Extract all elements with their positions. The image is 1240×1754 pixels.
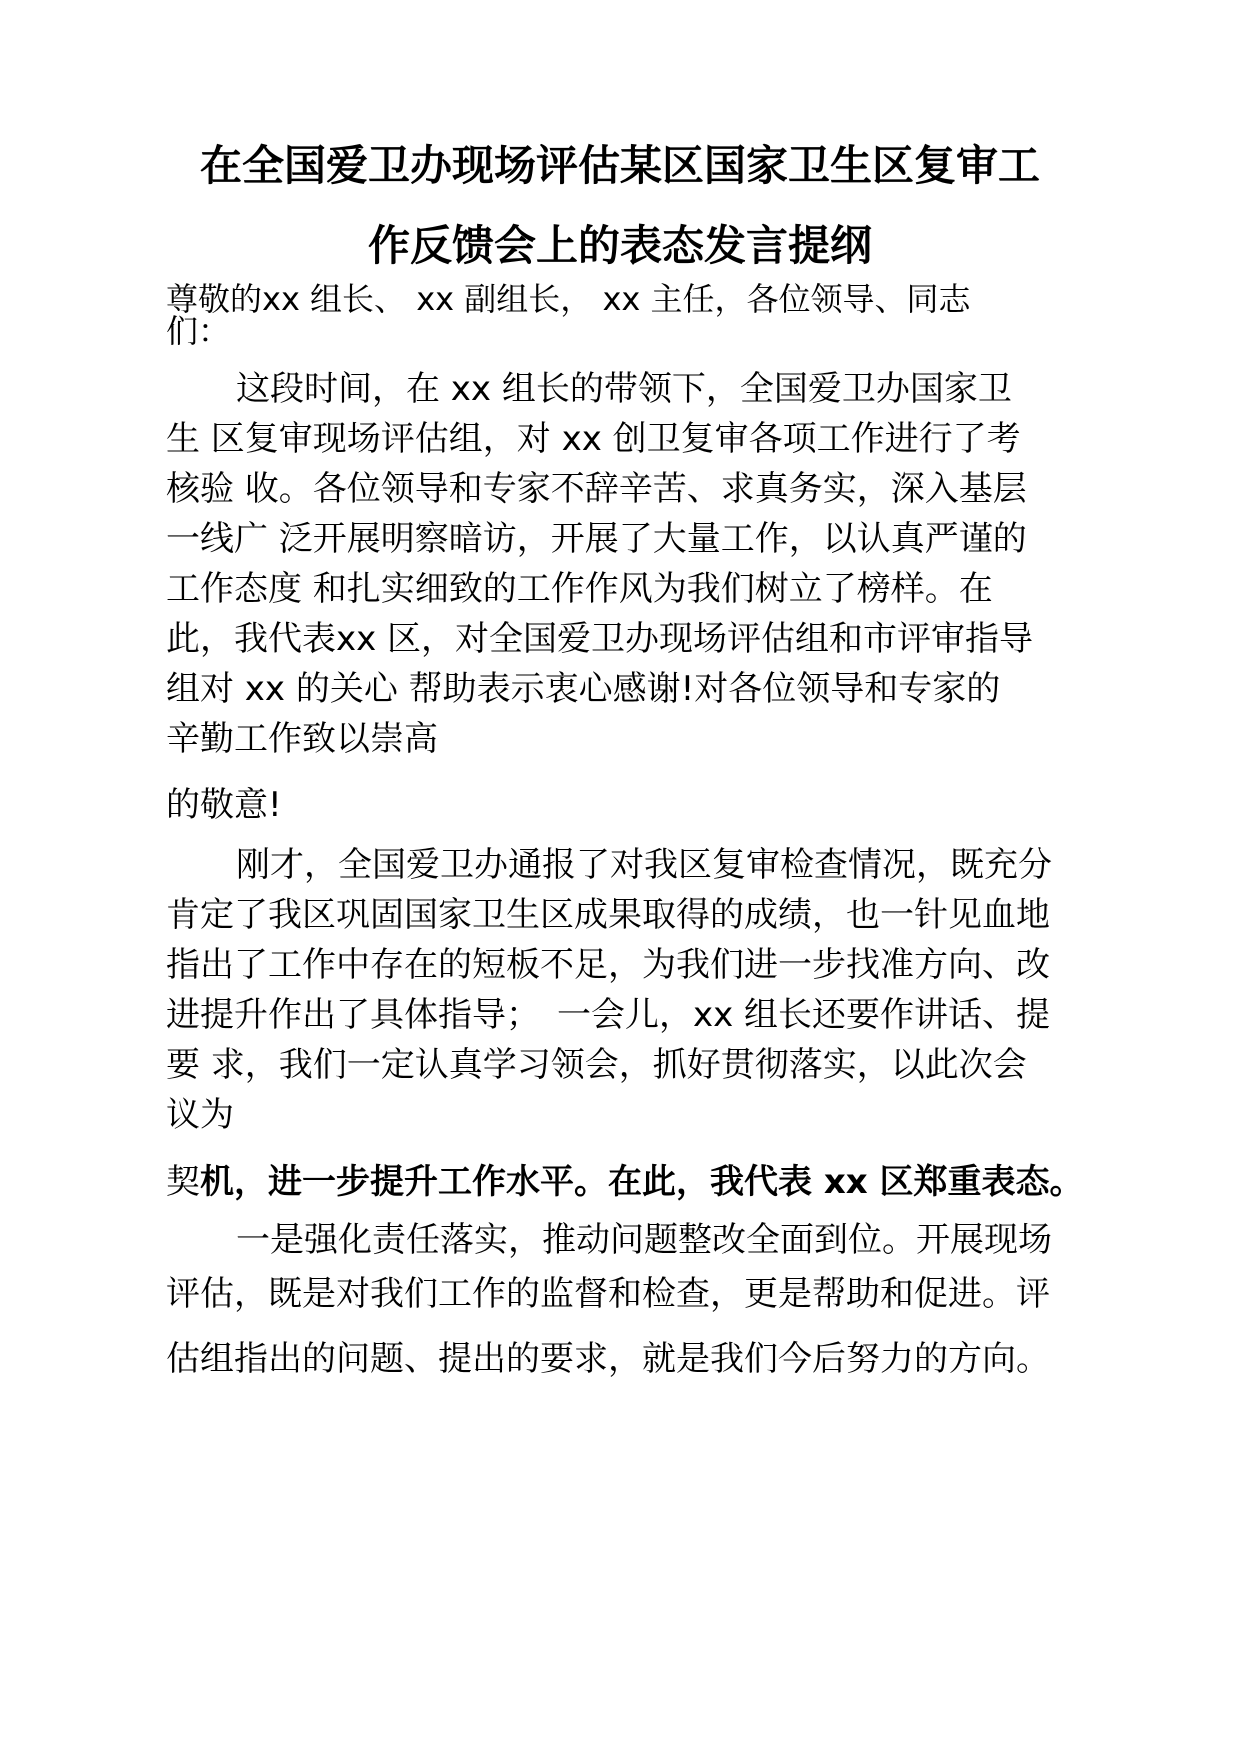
paragraph-3-line-3: 估组指出的问题、提出的要求，就是我们今后努力的方向。 — [166, 1339, 1050, 1379]
paragraph-1-line-4: 一线广 泛开展明察暗访，开展了大量工作，以认真严谨的 — [166, 519, 1027, 559]
paragraph-2-line-3: 指出了工作中存在的短板不足，为我们进一步找准方向、改 — [166, 945, 1050, 985]
salutation-line-2: 们： — [166, 312, 231, 350]
paragraph-2-line-4: 进提升作出了具体指导； 一会儿，xx 组长还要作讲话、提 — [166, 995, 1051, 1035]
paragraph-2-closing-first-char: 契 — [166, 1162, 200, 1202]
salutation-line-1: 尊敬的xx 组长、 xx 副组长， xx 主任，各位领导、同志 — [166, 280, 971, 318]
document-title-line-2: 作反馈会上的表态发言提纲 — [367, 221, 872, 270]
paragraph-2-line-5: 要 求，我们一定认真学习领会，抓好贯彻落实，以此次会 — [166, 1045, 1027, 1085]
paragraph-1-line-7: 组对 xx 的关心 帮助表示衷心感谢!对各位领导和专家的 — [166, 669, 1001, 709]
paragraph-2-line-1: 刚才，全国爱卫办通报了对我区复审检查情况，既充分 — [236, 845, 1052, 885]
paragraph-2-line-2: 肯定了我区巩固国家卫生区成果取得的成绩，也一针见血地 — [166, 895, 1050, 935]
document-title-line-1: 在全国爱卫办现场评估某区国家卫生区复审工 — [199, 141, 1040, 190]
paragraph-1-line-6: 此，我代表xx 区，对全国爱卫办现场评估组和市评审指导 — [166, 619, 1034, 659]
paragraph-1-line-5: 工作态度 和扎实细致的工作作风为我们树立了榜样。在 — [166, 569, 993, 609]
paragraph-1-line-9: 的敬意! — [166, 785, 282, 825]
paragraph-1-line-3: 核验 收。各位领导和专家不辞辛苦、求真务实，深入基层 — [166, 469, 1027, 509]
paragraph-2-closing-bold-text: 机，进一步提升工作水平。在此，我代表 xx 区郑重表态。 — [200, 1162, 1084, 1202]
paragraph-1-line-8: 辛勤工作致以崇高 — [166, 719, 438, 759]
paragraph-2-closing-line — [166, 1162, 1084, 1202]
paragraph-2-line-6: 议为 — [166, 1095, 234, 1135]
paragraph-3-line-1: 一是强化责任落实，推动问题整改全面到位。开展现场 — [236, 1220, 1052, 1260]
paragraph-3-line-2: 评估，既是对我们工作的监督和检查，更是帮助和促进。评 — [166, 1274, 1050, 1314]
paragraph-1-line-1: 这段时间，在 xx 组长的带领下，全国爱卫办国家卫 — [236, 369, 1012, 409]
paragraph-1-line-2: 生 区复审现场评估组，对 xx 创卫复审各项工作进行了考 — [166, 419, 1021, 459]
